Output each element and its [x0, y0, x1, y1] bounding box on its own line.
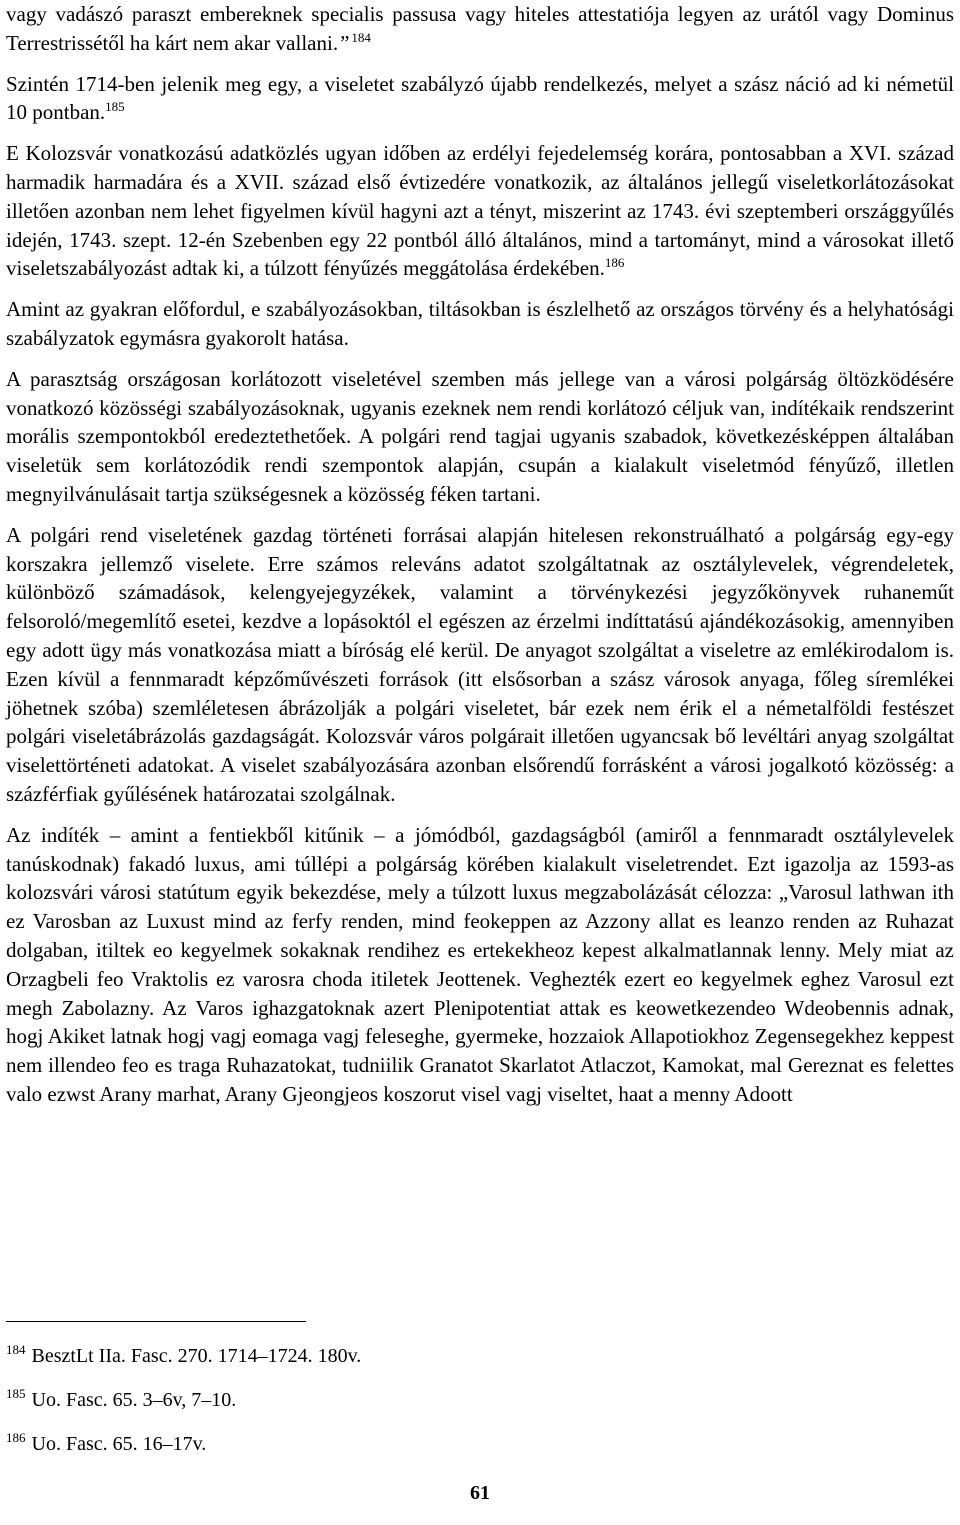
footnote-ref-186[interactable]: 186 [604, 255, 625, 271]
footnote-divider [6, 1321, 306, 1322]
closing-quote: ” [340, 30, 350, 55]
footnote-number: 185 [6, 1386, 26, 1402]
paragraph-1-text: vagy vadászó paraszt embereknek specialis passusa vagy hiteles attestatiója legyen az urától vagy Dominus Terrestrissétől ha kárt nem akar vallani. [6, 2, 954, 55]
footnote-ref-185[interactable]: 185 [105, 99, 125, 115]
paragraph-4-text: Amint az gyakran előfordul, e szabályozásokban, tiltásokban is észlelhető az országos törvény és a helyhatósági szabályzatok egymásra gyakorolt hatása. [6, 297, 954, 350]
paragraph-6 [6, 521, 954, 809]
footnote-186 [6, 1432, 946, 1456]
footnote-184 [6, 1344, 946, 1368]
paragraph-7 [6, 821, 954, 1109]
paragraph-3 [6, 139, 954, 283]
paragraph-7-text: Az indíték – amint a fentiekből kitűnik – a jómódból, gazdagságból (amiről a fennmaradt osztálylevelek tanúskodnak) fakadó luxus, ami túllépi a polgárság körében kialakult viseletrendet. Ezt igazolja az 1593-as kolozsvári városi statútum egyik bekezdése, mely a túlzott luxus megzabolázását célozza: „Varosul lathwan ith ez Varosban az Luxust mind az ferfy renden, mind feokeppen az Azzony allat es leanzo renden az Ruhazat dolgaban, itiltek eo kegyelmek sokaknak rendihez es ertekekheoz kepest alkalmatlannak lenny. Mely miat az Orzagbeli feo Vraktolis ez varosra choda itiletek Jeottenek. Veghezték ezert eo kegyelmek eghez Varosul ezt megh Zabolazny. Az Varos ighazgatoknak azert Plenipotentiat attak es keowetkezendeo Wdeobennis adnak, hogj Akiket latnak hogj vagj eomaga vagj feleseghe, gyermeke, hozzaiok Allapotiokhoz Zegensegekhez keppest nem illendeo feo es traga Ruhazatokat, tudniilik Granatot Skarlatot Atlaczot, Kamokat, mal Gereznat es felettes valo ezwst Arany marhat, Arany Gjeongjeos koszorut visel vagj viseltet, haat a menny Adoott [6, 822, 954, 1106]
footnote-ref-184[interactable]: 184 [351, 29, 371, 45]
footnote-text: Uo. Fasc. 65. 3–6v, 7–10. [31, 1389, 237, 1411]
paragraph-3-text: E Kolozsvár vonatkozású adatközlés ugyan időben az erdélyi fejedelemség korára, pontosabban a XVI. század harmadik harmadára és a XVII. század első évtizedére vonatkozik, az általános jellegű viseletkorlátozásokat illetően azonban nem lehet figyelmen kívül hagyni azt a tényt, miszerint az 1743. évi szeptemberi országgyűlés idején, 1743. szept. 12-én Szebenben egy 22 pontból álló általános, mind a tartományt, mind a városokat illető viseletszabályozást adtak ki, a túlzott fényűzés meggátolása érdekében. [6, 141, 954, 281]
paragraph-4 [6, 295, 954, 353]
page-body [6, 0, 954, 1121]
paragraph-1 [6, 0, 954, 58]
footnote-number: 184 [6, 1342, 26, 1358]
paragraph-5 [6, 365, 954, 509]
footnote-number: 186 [6, 1430, 26, 1446]
paragraph-5-text: A parasztság országosan korlátozott viseletével szemben más jellege van a városi polgárság öltözködésére vonatkozó közösségi szabályozásoknak, ugyanis ezeknek nem rendi korlátozó céljuk van, indítékaik rendszerint morális szempontokból eredeztethetőek. A polgári rend tagjai ugyanis szabadok, következésképpen általában viseletük sem korlátozódik rendi szempontok alapján, csupán a kialakult viseletmód fényűző, illetlen megnyilvánulásait tartja szükségesnek a közösség féken tartani. [6, 366, 954, 506]
paragraph-6-text: A polgári rend viseletének gazdag történeti forrásai alapján hitelesen rekonstruálható a polgárság egy-egy korszakra jellemző viselete. Erre számos releváns adatot szolgáltatnak az osztálylevelek, végrendeletek, különböző számadások, kelengyejegyzékek, valamint a törvénykezési jegyzőkönyvek ruhaneműt felsoroló/megemlítő esetei, kezdve a lopásoktól el egészen az érzelmi indíttatású ajándékozásokig, amennyiben egy adott ügy más vonatkozása miatt a bíróság elé kerül. De anyagot szolgáltat a viseletre az emlékirodalom is. Ezen kívül a fennmaradt képzőművészeti források (itt elsősorban a szász városok anyaga, főleg síremlékei jöhetnek szóba) szemléletesen ábrázolják a polgári viseletet, bár ezek nem érik el a németalföldi festészet polgári viseletábrázolás gazdagságát. Kolozsvár város polgárait illetően ugyancsak bő levéltári anyag szolgáltat viselettörténeti adatokat. A viselet szabályozására azonban elsőrendű forrásként a városi jogalkotó közösség: a százférfiak gyűlésének határozatai szolgálnak. [6, 522, 954, 806]
page-number: 61 [470, 1482, 490, 1504]
footnotes [6, 1344, 946, 1476]
paragraph-2-text: Szintén 1714-ben jelenik meg egy, a viseletet szabályzó újabb rendelkezés, melyet a szász náció ad ki németül 10 pontban. [6, 71, 954, 125]
footnote-text: BesztLt IIa. Fasc. 270. 1714–1724. 180v. [31, 1345, 362, 1367]
footnote-185 [6, 1388, 946, 1412]
footnote-text: Uo. Fasc. 65. 16–17v. [31, 1433, 207, 1455]
paragraph-2 [6, 70, 954, 128]
